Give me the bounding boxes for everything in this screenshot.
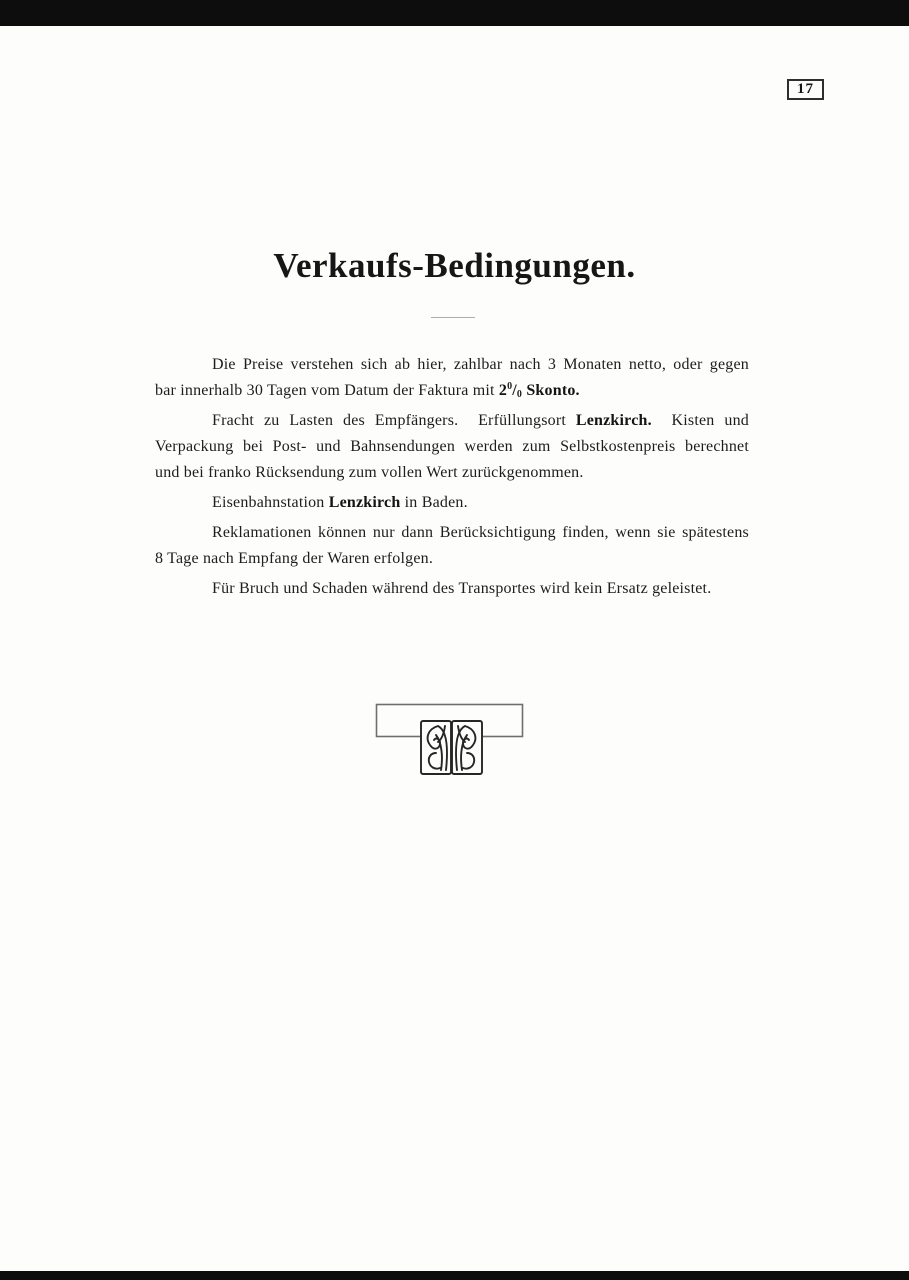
- page-title: Verkaufs-Bedingungen.: [273, 246, 636, 285]
- paragraph: [155, 408, 749, 486]
- text-line: Fracht zu Lasten des Empfängers. Erfüllungsort Lenzkirch. Kisten und: [212, 412, 749, 429]
- scan-edge-top: [0, 0, 909, 26]
- paragraph: [155, 576, 749, 602]
- scan-edge-bottom: [0, 1271, 909, 1280]
- paragraph: [155, 490, 749, 516]
- percent-fraction: $^0/_0$: [507, 381, 523, 400]
- text-line: Reklamationen können nur dann Berücksichtigung finden, wenn sie spätestens: [212, 524, 749, 541]
- paragraph: [155, 520, 749, 572]
- terms-paragraphs: [155, 352, 749, 606]
- page-number-badge: [787, 79, 824, 100]
- text-line: Eisenbahnstation Lenzkirch in Baden.: [212, 494, 468, 511]
- art-nouveau-ornament-icon: [375, 701, 525, 777]
- title-divider: [431, 317, 475, 318]
- text-line: bar innerhalb 30 Tagen vom Datum der Faktura mit $2^0/_0$ Skonto.: [155, 381, 580, 400]
- page-number: 17: [797, 81, 814, 97]
- paragraph: [155, 352, 749, 404]
- text-line: 8 Tage nach Empfang der Waren erfolgen.: [155, 550, 434, 567]
- text-line: Für Bruch und Schaden während des Transportes wird kein Ersatz geleistet.: [212, 580, 712, 597]
- text-line: Die Preise verstehen sich ab hier, zahlbar nach 3 Monaten netto, oder gegen: [212, 356, 749, 373]
- text-line: und bei franko Rücksendung zum vollen Wert zurückgenommen.: [155, 464, 584, 481]
- text-line: Verpackung bei Post- und Bahnsendungen werden zum Selbstkostenpreis berechnet: [155, 438, 749, 455]
